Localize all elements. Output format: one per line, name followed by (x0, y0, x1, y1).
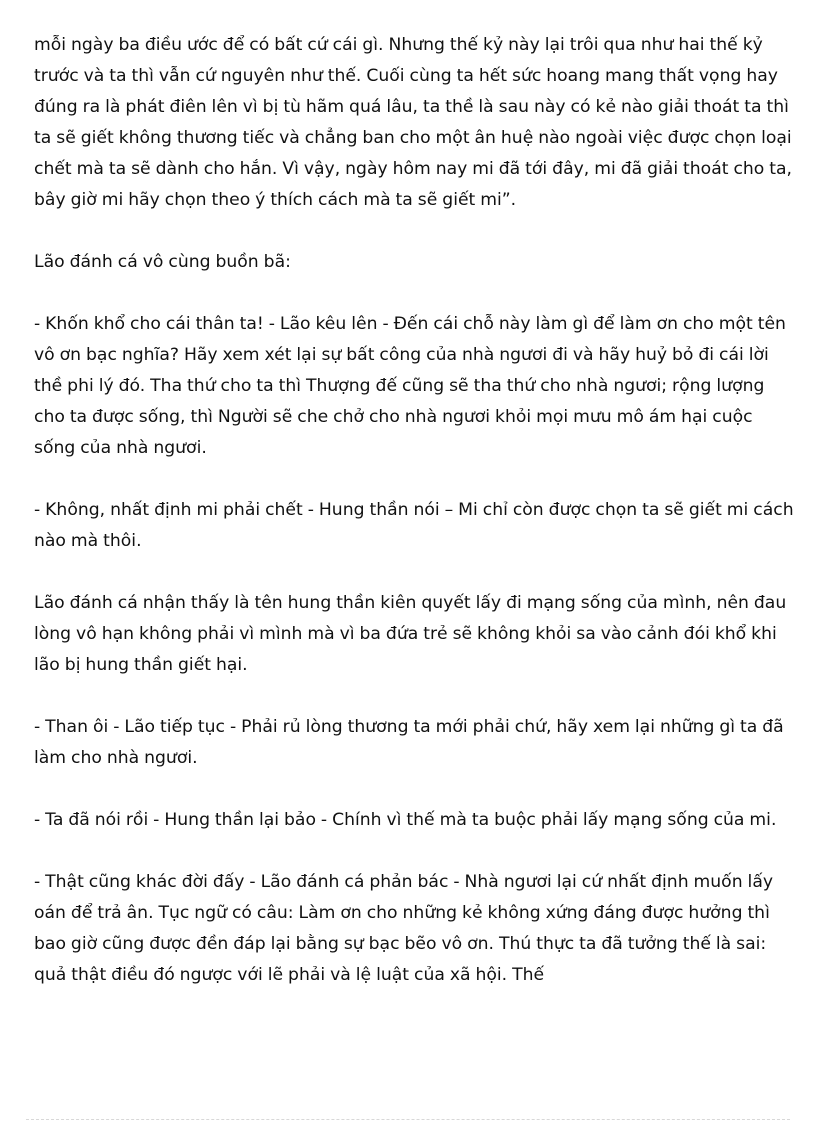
paragraph-1: mỗi ngày ba điều ước để có bất cứ cái gì. Nhưng thế kỷ này lại trôi qua như hai thế kỷ trước và ta thì vẫn cứ nguyên như thế. Cuối cùng ta hết sức hoang mang thất vọng hay đúng ra là phát điên lên vì bị tù hãm quá lâu, ta thề là sau này có kẻ nào giải thoát ta thì ta sẽ giết không thương tiếc và chẳng ban cho một ân huệ nào ngoài việc được chọn loại chết mà ta sẽ dành cho hắn. Vì vậy, ngày hôm nay mi đã tới đây, mi đã giải thoát cho ta, bây giờ mi hãy chọn theo ý thích cách mà ta sẽ giết mi”. (34, 35, 792, 210)
paragraph-7: - Ta đã nói rồi - Hung thần lại bảo - Chính vì thế mà ta buộc phải lấy mạng sống của mi. (34, 810, 777, 830)
page-bottom-divider (26, 1119, 790, 1120)
document-page (34, 30, 794, 1022)
paragraph-3: - Khốn khổ cho cái thân ta! - Lão kêu lên - Đến cái chỗ này làm gì để làm ơn cho một tên vô ơn bạc nghĩa? Hãy xem xét lại sự bất công của nhà ngươi đi và hãy huỷ bỏ đi cái lời thề phi lý đó. Tha thứ cho ta thì Thượng đế cũng sẽ tha thứ cho nhà ngươi; rộng lượng cho ta được sống, thì Người sẽ che chở cho nhà ngươi khỏi mọi mưu mô ám hại cuộc sống của nhà ngươi. (34, 314, 786, 458)
paragraph-4: - Không, nhất định mi phải chết - Hung thần nói – Mi chỉ còn được chọn ta sẽ giết mi cách nào mà thôi. (34, 500, 794, 551)
paragraph-6: - Than ôi - Lão tiếp tục - Phải rủ lòng thương ta mới phải chứ, hãy xem lại những gì ta đã làm cho nhà ngươi. (34, 717, 784, 768)
paragraph-2: Lão đánh cá vô cùng buồn bã: (34, 252, 291, 272)
paragraph-5: Lão đánh cá nhận thấy là tên hung thần kiên quyết lấy đi mạng sống của mình, nên đau lòng vô hạn không phải vì mình mà vì ba đứa trẻ sẽ không khỏi sa vào cảnh đói khổ khi lão bị hung thần giết hại. (34, 593, 787, 675)
paragraph-8: - Thật cũng khác đời đấy - Lão đánh cá phản bác - Nhà ngươi lại cứ nhất định muốn lấy oán để trả ân. Tục ngữ có câu: Làm ơn cho những kẻ không xứng đáng được hưởng thì bao giờ cũng được đền đáp lại bằng sự bạc bẽo vô ơn. Thú thực ta đã tưởng thế là sai: quả thật điều đó ngược với lẽ phải và lệ luật của xã hội. Thế (34, 872, 774, 985)
